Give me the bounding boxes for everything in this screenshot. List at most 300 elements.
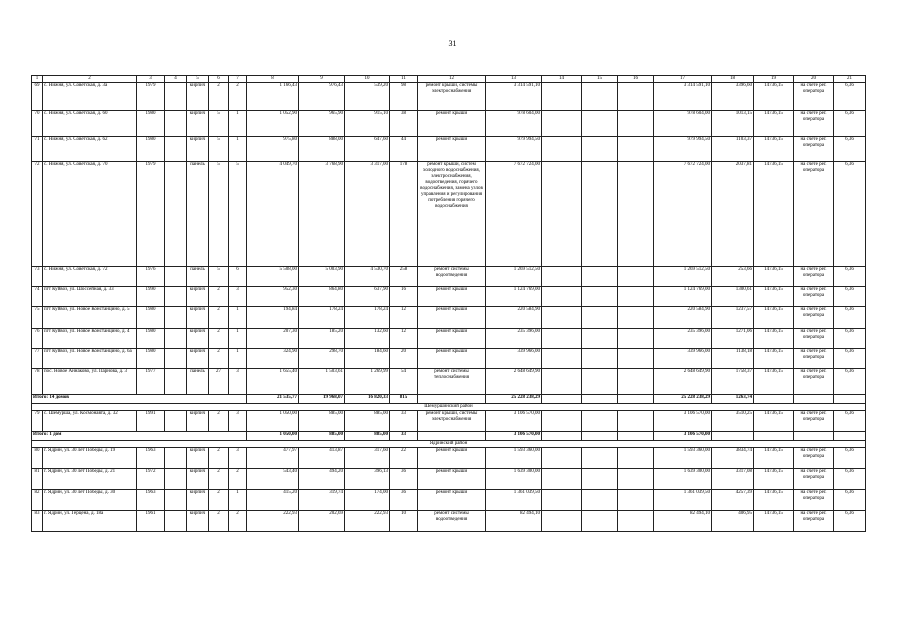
cell-address: с. Шемурша, ул. Космонавта, д. 32 <box>43 411 137 432</box>
cell-num: 70 <box>32 111 43 137</box>
cell-area-total: 222,93 <box>247 511 299 532</box>
cell-c14 <box>542 307 582 329</box>
column-number-cell: 3 <box>137 76 165 83</box>
cell-c16 <box>618 111 654 137</box>
cell-c15 <box>582 83 618 111</box>
cell-source: на счете рег. оператора <box>794 162 834 267</box>
cell-limit: 14736,15 <box>754 469 794 490</box>
cell-num: 71 <box>32 137 43 162</box>
cell-material: панель <box>187 369 209 395</box>
total-cost: 3 106 570,00 <box>486 432 542 441</box>
cell-area-living2: 178,24 <box>345 307 390 329</box>
empty-cell <box>582 395 618 404</box>
cell-c15 <box>582 287 618 307</box>
cell-area-total: 207,30 <box>247 329 299 349</box>
cell-cost: 1 361 039,50 <box>486 490 542 511</box>
cell-entrances: 1 <box>229 349 247 369</box>
cell-entrances: 5 <box>229 162 247 267</box>
column-number-cell: 2 <box>43 76 137 83</box>
cell-total: 1 639 300,00 <box>654 469 712 490</box>
cell-area-living: 298,70 <box>299 349 345 369</box>
cell-c16 <box>618 307 654 329</box>
total-area-living: 885,00 <box>299 432 345 441</box>
cell-address: г. Ядрин, ул. 30 лет Победы, д. 21 <box>43 469 137 490</box>
cell-area-living2: 396,13 <box>345 469 390 490</box>
cell-source: на счете рег. оператора <box>794 469 834 490</box>
cell-c15 <box>582 411 618 432</box>
empty-cell <box>794 432 834 441</box>
cell-area-total: 543,40 <box>247 469 299 490</box>
cell-total: 1 593 360,00 <box>654 448 712 469</box>
cell-source: на счете рег. оператора <box>794 329 834 349</box>
cell-material: кирпич <box>187 83 209 111</box>
cell-term: 6,36 <box>834 490 866 511</box>
cell-area-living: 185,20 <box>299 329 345 349</box>
cell-c16 <box>618 162 654 267</box>
column-number-cell: 8 <box>247 76 299 83</box>
cell-source: на счете рег. оператора <box>794 369 834 395</box>
cell-limit: 14736,15 <box>754 137 794 162</box>
cell-num: 76 <box>32 329 43 349</box>
cell-entrances: 3 <box>229 411 247 432</box>
column-number-row <box>32 76 866 83</box>
cell-area-total: 324,90 <box>247 349 299 369</box>
cell-residents: 20 <box>390 349 418 369</box>
capital-repair-table <box>31 75 866 532</box>
cell-per-m2: 1013,15 <box>712 111 754 137</box>
cell-c4 <box>165 267 187 287</box>
cell-floors: 2 <box>209 411 229 432</box>
district-header-row <box>32 404 866 411</box>
cell-residents: 98 <box>390 83 418 111</box>
cell-area-living2: 4 530,70 <box>345 267 390 287</box>
cell-area-living2: 539,20 <box>345 83 390 111</box>
column-number-cell: 10 <box>345 76 390 83</box>
total-area-living2: 16 820,33 <box>345 395 390 404</box>
cell-c16 <box>618 411 654 432</box>
cell-term: 6,36 <box>834 137 866 162</box>
cell-area-total: 1 166,43 <box>247 83 299 111</box>
cell-material: кирпич <box>187 511 209 532</box>
empty-cell <box>542 432 582 441</box>
cell-limit: 14736,15 <box>754 511 794 532</box>
cell-address: г. Ядрин, ул. 30 лет Победы, д. 19 <box>43 448 137 469</box>
cell-year: 1980 <box>137 349 165 369</box>
column-number-cell: 1 <box>32 76 43 83</box>
cell-area-living: 178,24 <box>299 307 345 329</box>
cell-c16 <box>618 329 654 349</box>
cell-area-living2: 222,93 <box>345 511 390 532</box>
cell-limit: 14736,15 <box>754 411 794 432</box>
cell-work: ремонт крыши <box>418 111 486 137</box>
cell-limit: 14736,15 <box>754 111 794 137</box>
cell-material: кирпич <box>187 349 209 369</box>
cell-entrances: 3 <box>229 448 247 469</box>
cell-c4 <box>165 307 187 329</box>
cell-cost: 1 269 512,50 <box>486 267 542 287</box>
cell-address: г. Ядрин, ул. 30 лет Победы, д. 30 <box>43 490 137 511</box>
table-row <box>32 162 866 267</box>
column-number-cell: 13 <box>486 76 542 83</box>
cell-material: кирпич <box>187 411 209 432</box>
cell-area-living: 494,20 <box>299 469 345 490</box>
cell-per-m2: 406,95 <box>712 511 754 532</box>
cell-num: 78 <box>32 369 43 395</box>
cell-floors: 5 <box>209 111 229 137</box>
cell-source: на счете рег. оператора <box>794 307 834 329</box>
cell-c4 <box>165 411 187 432</box>
table-row <box>32 329 866 349</box>
cell-c16 <box>618 267 654 287</box>
cell-cost: 979 994,50 <box>486 137 542 162</box>
cell-address: г. Ядрин, ул. Герцена, д. 18а <box>43 511 137 532</box>
cell-term: 6,36 <box>834 111 866 137</box>
cell-term: 6,36 <box>834 329 866 349</box>
cell-area-living2: 1 269,99 <box>345 369 390 395</box>
cell-entrances: 2 <box>229 511 247 532</box>
cell-c16 <box>618 369 654 395</box>
cell-address: с. Нижня, ул. Советская, д. 62 <box>43 137 137 162</box>
total-area-total: 1 050,00 <box>247 432 299 441</box>
empty-cell <box>542 395 582 404</box>
table-body <box>32 76 866 532</box>
cell-c15 <box>582 490 618 511</box>
cell-area-total: 415,20 <box>247 490 299 511</box>
cell-floors: 2 <box>209 287 229 307</box>
cell-year: 1961 <box>137 511 165 532</box>
cell-c15 <box>582 511 618 532</box>
total-row <box>32 432 866 441</box>
cell-per-m2: 1271,06 <box>712 329 754 349</box>
cell-term: 6,36 <box>834 83 866 111</box>
table-row <box>32 411 866 432</box>
cell-c15 <box>582 349 618 369</box>
cell-work: ремонт крыши <box>418 307 486 329</box>
cell-residents: 36 <box>390 490 418 511</box>
cell-c14 <box>542 162 582 267</box>
cell-limit: 14736,15 <box>754 490 794 511</box>
cell-floors: 5 <box>209 137 229 162</box>
cell-source: на счете рег. оператора <box>794 83 834 111</box>
cell-material: кирпич <box>187 448 209 469</box>
empty-cell <box>618 432 654 441</box>
cell-limit: 14736,15 <box>754 448 794 469</box>
cell-per-m2: 3834,74 <box>712 448 754 469</box>
empty-cell <box>834 432 866 441</box>
cell-c14 <box>542 83 582 111</box>
cell-cost: 1 639 300,00 <box>486 469 542 490</box>
cell-residents: 10 <box>390 511 418 532</box>
table-row <box>32 511 866 532</box>
cell-total: 7 672 724,00 <box>654 162 712 267</box>
cell-c16 <box>618 511 654 532</box>
cell-limit: 14736,15 <box>754 307 794 329</box>
cell-c15 <box>582 329 618 349</box>
cell-source: на счете рег. оператора <box>794 287 834 307</box>
empty-cell <box>754 432 794 441</box>
total-area-living2: 885,00 <box>345 432 390 441</box>
cell-cost: 1 124 769,00 <box>486 287 542 307</box>
cell-address: пгт Куйвоз, ул. Новое Констанцино, д. 6а <box>43 349 137 369</box>
table-row <box>32 111 866 137</box>
cell-area-living: 885,00 <box>299 411 345 432</box>
cell-source: на счете рег. оператора <box>794 448 834 469</box>
column-number-cell: 21 <box>834 76 866 83</box>
cell-c4 <box>165 469 187 490</box>
cell-cost: 978 604,00 <box>486 111 542 137</box>
cell-c14 <box>542 511 582 532</box>
cell-entrances: 6 <box>229 267 247 287</box>
cell-work: ремонт системы водоотведения <box>418 511 486 532</box>
cell-work: ремонт системы водоотведения <box>418 267 486 287</box>
cell-floors: 2 <box>209 490 229 511</box>
cell-area-living: 202,69 <box>299 511 345 532</box>
table-row <box>32 448 866 469</box>
cell-c16 <box>618 137 654 162</box>
cell-total: 220 584,90 <box>654 307 712 329</box>
cell-c15 <box>582 162 618 267</box>
cell-residents: 258 <box>390 267 418 287</box>
total-residents: 33 <box>390 432 418 441</box>
cell-c14 <box>542 287 582 307</box>
cell-cost: 1 593 360,00 <box>486 448 542 469</box>
cell-work: ремонт крыши <box>418 469 486 490</box>
cell-area-living: 864,80 <box>299 287 345 307</box>
cell-c4 <box>165 329 187 349</box>
cell-per-m2: 253,66 <box>712 267 754 287</box>
cell-limit: 14736,15 <box>754 329 794 349</box>
cell-residents: 38 <box>390 111 418 137</box>
cell-work: ремонт крыши <box>418 490 486 511</box>
cell-address: пос. Новое Аннаково, ул. Парнова, д. 3 <box>43 369 137 395</box>
cell-floors: 5 <box>209 267 229 287</box>
cell-total: 1 269 512,50 <box>654 267 712 287</box>
cell-address: с. Нижня, ул. Советская, д. 70 <box>43 162 137 267</box>
cell-floors: 2 <box>209 329 229 349</box>
cell-area-total: 952,30 <box>247 287 299 307</box>
cell-work: ремонт крыши, системы электроснабжения <box>418 83 486 111</box>
table-row <box>32 349 866 369</box>
empty-cell <box>582 432 618 441</box>
cell-residents: 22 <box>390 448 418 469</box>
cell-area-living: 976,43 <box>299 83 345 111</box>
cell-area-total: 4 049,70 <box>247 162 299 267</box>
cell-c14 <box>542 448 582 469</box>
cell-floors: 2 <box>209 349 229 369</box>
cell-num: 79 <box>32 411 43 432</box>
cell-total: 2 648 649,90 <box>654 369 712 395</box>
cell-c4 <box>165 83 187 111</box>
cell-total: 3 106 570,00 <box>654 411 712 432</box>
cell-c15 <box>582 369 618 395</box>
cell-source: на счете рег. оператора <box>794 267 834 287</box>
cell-per-m2: 1138,18 <box>712 349 754 369</box>
cell-total: 82 494,10 <box>654 511 712 532</box>
cell-term: 6,36 <box>834 287 866 307</box>
cell-c14 <box>542 329 582 349</box>
cell-term: 6,36 <box>834 349 866 369</box>
cell-area-total: 1 052,90 <box>247 111 299 137</box>
cell-c14 <box>542 137 582 162</box>
cell-limit: 14736,15 <box>754 267 794 287</box>
cell-total: 3 314 591,10 <box>654 83 712 111</box>
cell-limit: 14736,15 <box>754 349 794 369</box>
district-header-row <box>32 441 866 448</box>
cell-per-m2: 3396,60 <box>712 83 754 111</box>
cell-limit: 14736,15 <box>754 287 794 307</box>
cell-area-living: 965,90 <box>299 111 345 137</box>
cell-source: на счете рег. оператора <box>794 137 834 162</box>
table-row <box>32 469 866 490</box>
total-cost: 25 228 238,29 <box>486 395 542 404</box>
cell-per-m2: 3510,25 <box>712 411 754 432</box>
cell-c16 <box>618 448 654 469</box>
cell-cost: 3 106 570,00 <box>486 411 542 432</box>
cell-area-living: 3 768,90 <box>299 162 345 267</box>
table-row <box>32 287 866 307</box>
cell-cost: 7 672 724,00 <box>486 162 542 267</box>
cell-year: 1979 <box>137 83 165 111</box>
cell-year: 1963 <box>137 490 165 511</box>
cell-term: 6,36 <box>834 267 866 287</box>
cell-entrances: 3 <box>229 287 247 307</box>
cell-floors: 27 <box>209 369 229 395</box>
cell-c15 <box>582 307 618 329</box>
empty-cell <box>618 395 654 404</box>
cell-num: 73 <box>32 267 43 287</box>
cell-per-m2: 4257,39 <box>712 490 754 511</box>
empty-cell <box>418 432 486 441</box>
cell-c14 <box>542 267 582 287</box>
cell-c16 <box>618 287 654 307</box>
cell-work: ремонт крыши <box>418 137 486 162</box>
cell-per-m2: 1103,37 <box>712 137 754 162</box>
cell-cost: 235 396,00 <box>486 329 542 349</box>
cell-cost: 220 584,90 <box>486 307 542 329</box>
cell-per-m2: 1237,57 <box>712 307 754 329</box>
cell-c4 <box>165 287 187 307</box>
cell-residents: 36 <box>390 469 418 490</box>
table-row <box>32 369 866 395</box>
total-label: Итого: 14 домов <box>32 395 247 404</box>
cell-c14 <box>542 349 582 369</box>
cell-c4 <box>165 137 187 162</box>
cell-year: 1990 <box>137 287 165 307</box>
total-per-m2 <box>712 432 754 441</box>
cell-area-total: 477,97 <box>247 448 299 469</box>
cell-c4 <box>165 369 187 395</box>
total-area-total: 21 535,77 <box>247 395 299 404</box>
cell-num: 72 <box>32 162 43 267</box>
cell-c16 <box>618 490 654 511</box>
cell-c4 <box>165 111 187 137</box>
table-row <box>32 490 866 511</box>
total-area-living: 19 968,07 <box>299 395 345 404</box>
cell-work: ремонт крыши <box>418 349 486 369</box>
cell-num: 69 <box>32 83 43 111</box>
cell-material: кирпич <box>187 469 209 490</box>
cell-per-m2: 3317,08 <box>712 469 754 490</box>
empty-cell <box>794 395 834 404</box>
cell-per-m2: 2037,81 <box>712 162 754 267</box>
cell-area-living: 5 003,90 <box>299 267 345 287</box>
cell-per-m2: 1300,61 <box>712 287 754 307</box>
cell-floors: 2 <box>209 307 229 329</box>
cell-year: 1980 <box>137 329 165 349</box>
cell-year: 1980 <box>137 307 165 329</box>
column-number-cell: 5 <box>187 76 209 83</box>
cell-c14 <box>542 411 582 432</box>
cell-entrances: 1 <box>229 307 247 329</box>
empty-cell <box>834 395 866 404</box>
cell-limit: 14736,15 <box>754 369 794 395</box>
cell-area-living2: 132,60 <box>345 329 390 349</box>
cell-c14 <box>542 111 582 137</box>
cell-c14 <box>542 369 582 395</box>
cell-work: ремонт крыши, системы электроснабжения <box>418 411 486 432</box>
cell-floors: 2 <box>209 469 229 490</box>
cell-cost: 3 314 591,10 <box>486 83 542 111</box>
cell-c14 <box>542 490 582 511</box>
cell-num: 74 <box>32 287 43 307</box>
cell-material: кирпич <box>187 307 209 329</box>
cell-term: 6,36 <box>834 369 866 395</box>
total-row <box>32 395 866 404</box>
cell-source: на счете рег. оператора <box>794 349 834 369</box>
cell-c15 <box>582 111 618 137</box>
cell-area-living2: 885,00 <box>345 411 390 432</box>
column-number-cell: 17 <box>654 76 712 83</box>
cell-material: кирпич <box>187 137 209 162</box>
cell-work: ремонт системы теплоснабжения <box>418 369 486 395</box>
column-number-cell: 7 <box>229 76 247 83</box>
column-number-cell: 19 <box>754 76 794 83</box>
cell-address: пгт Куйвоз, ул. Шоссейная, д. 33 <box>43 287 137 307</box>
cell-source: на счете рег. оператора <box>794 411 834 432</box>
table-row <box>32 83 866 111</box>
cell-c16 <box>618 349 654 369</box>
cell-material: панель <box>187 162 209 267</box>
empty-cell <box>418 395 486 404</box>
cell-residents: 54 <box>390 369 418 395</box>
cell-per-m2: 1758,37 <box>712 369 754 395</box>
cell-limit: 14736,15 <box>754 162 794 267</box>
cell-cost: 82 494,10 <box>486 511 542 532</box>
cell-area-total: 975,80 <box>247 137 299 162</box>
cell-residents: 44 <box>390 137 418 162</box>
cell-floors: 5 <box>209 162 229 267</box>
cell-total: 1 361 039,50 <box>654 490 712 511</box>
cell-area-total: 5 508,00 <box>247 267 299 287</box>
cell-num: 83 <box>32 511 43 532</box>
empty-cell <box>754 395 794 404</box>
cell-residents: 12 <box>390 307 418 329</box>
cell-area-living: 319,74 <box>299 490 345 511</box>
cell-residents: 12 <box>390 329 418 349</box>
cell-cost: 339 966,00 <box>486 349 542 369</box>
cell-floors: 2 <box>209 448 229 469</box>
cell-c4 <box>165 349 187 369</box>
cell-year: 1991 <box>137 411 165 432</box>
cell-material: панель <box>187 267 209 287</box>
cell-source: на счете рег. оператора <box>794 511 834 532</box>
table-row <box>32 137 866 162</box>
cell-residents: 178 <box>390 162 418 267</box>
column-number-cell: 12 <box>418 76 486 83</box>
page-number: 31 <box>448 39 457 48</box>
cell-year: 1976 <box>137 267 165 287</box>
total-per-m2: 1263,74 <box>712 395 754 404</box>
